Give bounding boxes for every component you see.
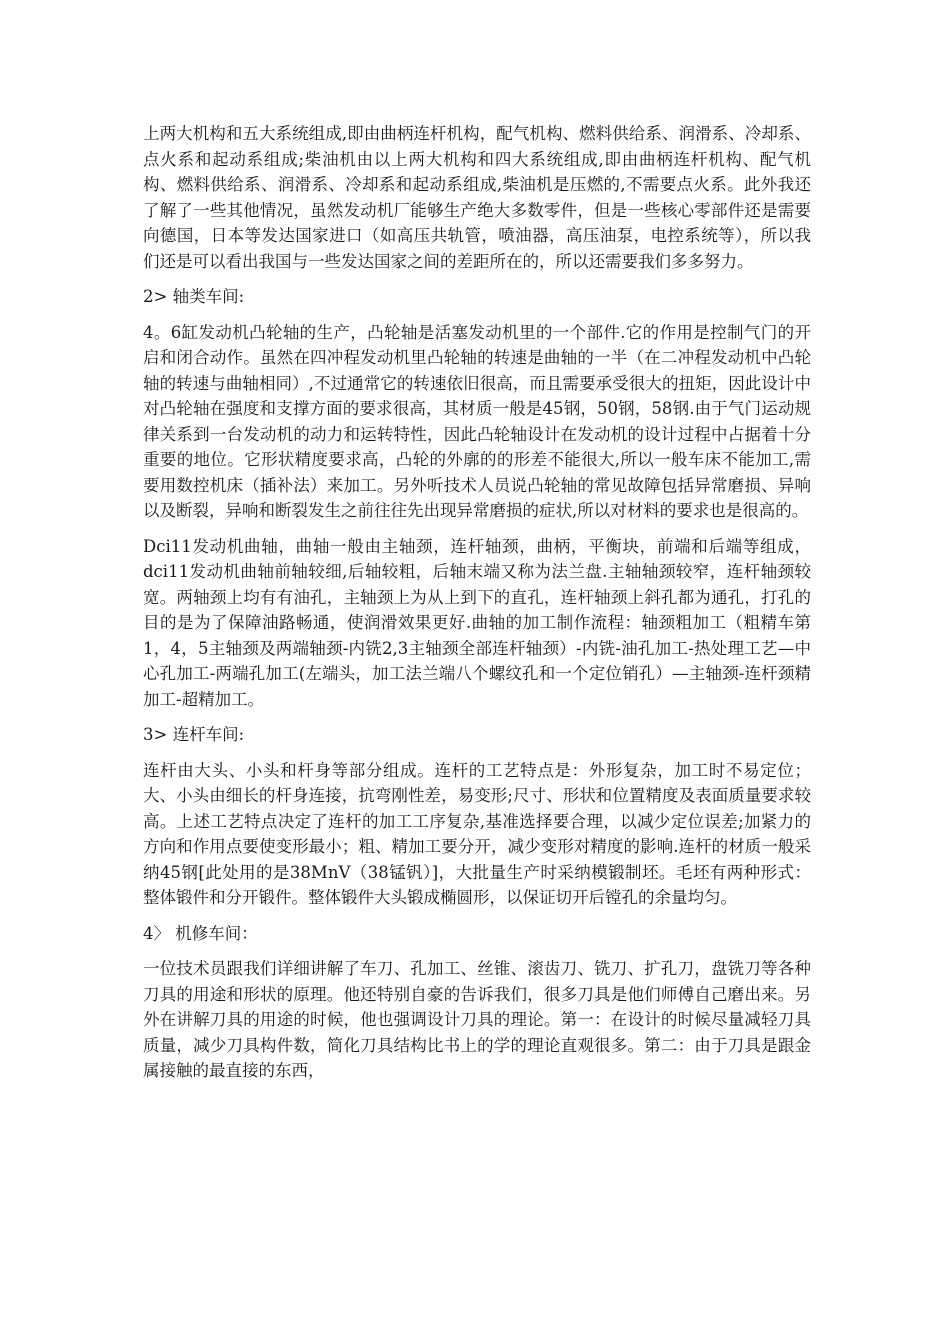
paragraph-crankshaft: Dci11发动机曲轴，曲轴一般由主轴颈，连杆轴颈，曲柄，平衡块，前端和后端等组成，dci11发动机曲轴前轴较细,后轴较粗，后轴末端又称为法兰盘.主轴轴颈较窄，连杆轴颈较宽。两轴颈上均有有油孔，主轴颈上为从上到下的直孔，连杆轴颈上斜孔都为通孔，打孔的目的是为了保障油路畅通，使润滑效果更好.曲轴的加工制作流程：轴颈粗加工（粗精车第1，4，5主轴颈及两端轴颈-内铣2,3主轴颈全部连杆轴颈）-内铣-油孔加工-热处理工艺—中心孔加工-两端孔加工(左端头，加工法兰端八个螺纹孔和一个定位销孔）—主轴颈-连杆颈精加工-超精加工。 — [143, 536, 811, 709]
section-heading-maintenance-workshop: 4〉 机修车间： — [143, 923, 258, 943]
paragraph-camshaft: 4。6缸发动机凸轮轴的生产，凸轮轴是活塞发动机里的一个部件.它的作用是控制气门的开启和闭合动作。虽然在四冲程发动机里凸轮轴的转速是曲轴的一半（在二冲程发动机中凸轮轴的转速与曲轴相同）,不过通常它的转速依旧很高，而且需要承受很大的扭矩，因此设计中对凸轮轴在强度和支撑方面的要求很高，其材质一般是45钢，50钢，58钢.由于气门运动规律关系到一台发动机的动力和运转特性，因此凸轮轴设计在发动机的设计过程中占据着十分重要的地位。它形状精度要求高，凸轮的外廓的的形差不能很大,所以一般车床不能加工,需要用数控机床（插补法）来加工。另外听技术人员说凸轮轴的常见故障包括异常磨损、异响以及断裂，异响和断裂发生之前往往先出现异常磨损的症状,所以对材料的要求也是很高的。 — [143, 322, 811, 520]
document-page — [143, 121, 811, 1094]
paragraph-cutting-tools: 一位技术员跟我们详细讲解了车刀、孔加工、丝锥、滚齿刀、铣刀、扩孔刀，盘铣刀等各种刀具的用途和形状的原理。他还特别自豪的告诉我们，很多刀具是他们师傅自己磨出来。另外在讲解刀具的用途的时候，他也强调设计刀具的理论。第一：在设计的时候尽量减轻刀具质量，减少刀具构件数，简化刀具结构比书上的学的理论直观很多。第二：由于刀具是跟金属接触的最直接的东西， — [143, 959, 811, 1080]
section-heading-shaft-workshop: 2> 轴类车间: — [143, 287, 245, 306]
paragraph-connecting-rod: 连杆由大头、小头和杆身等部分组成。连杆的工艺特点是：外形复杂，加工时不易定位；大、小头由细长的杆身连接，抗弯刚性差，易变形;尺寸、形状和位置精度及表面质量要求较高。上述工艺特点决定了连杆的加工工序复杂,基准选择要合理，以减少定位误差;加紧力的方向和作用点要使变形最小；粗、精加工要分开，减少变形对精度的影响.连杆的材质一般采纳45钢[此处用的是38MnV（38锰钒）]，大批量生产时采纳模锻制坯。毛坯有两种形式：整体锻件和分开锻件。整体锻件大头锻成椭圆形，以保证切开后镗孔的余量均匀。 — [143, 760, 811, 907]
section-heading-connecting-rod-workshop: 3> 连杆车间: — [143, 725, 245, 744]
paragraph-engine-systems: 上两大机构和五大系统组成,即由曲柄连杆机构，配气机构、燃料供给系、润滑系、冷却系、点火系和起动系组成;柴油机由以上两大机构和四大系统组成,即由曲柄连杆机构、配气机构、燃料供给系、润滑系、冷却系和起动系组成,柴油机是压燃的,不需要点火系。此外我还了解了一些其他情况，虽然发动机厂能够生产绝大多数零件，但是一些核心零部件还是需要向德国，日本等发达国家进口（如高压共轨管，喷油器，高压油泵，电控系统等），所以我们还是可以看出我国与一些发达国家之间的差距所在的，所以还需要我们多多努力。 — [143, 124, 811, 271]
